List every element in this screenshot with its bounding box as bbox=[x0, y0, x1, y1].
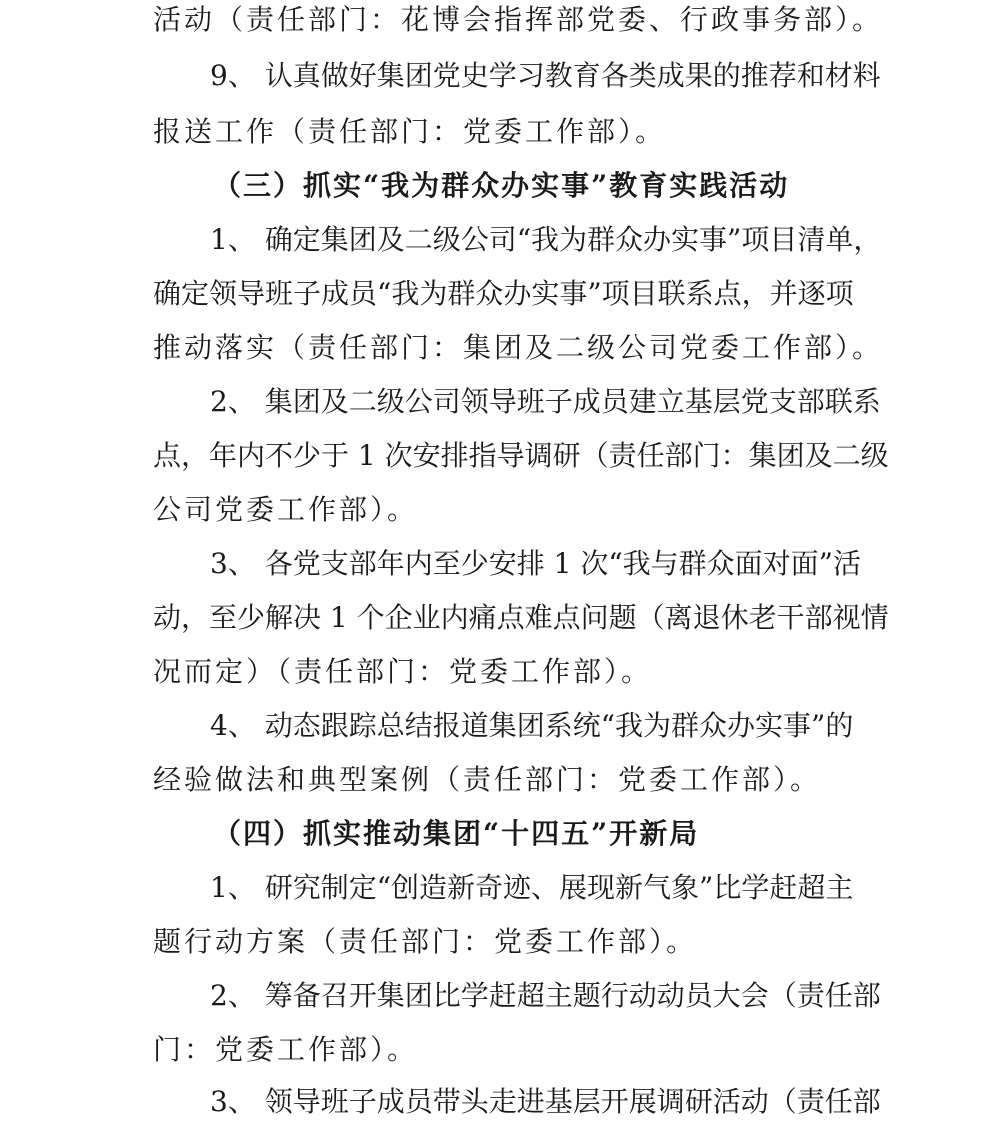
list-item-1: 1、 研究制定“创造新奇迹、展现新气象”比学赶超主 bbox=[210, 871, 854, 904]
text-line: 公司党委工作部）。 bbox=[153, 493, 419, 526]
list-item-1: 1、 确定集团及二级公司“我为群众办实事”项目清单， bbox=[210, 223, 882, 256]
text-line-continuation: 活动（责任部门：花博会指挥部党委、行政事务部）。 bbox=[153, 3, 884, 36]
list-item-3: 3、 各党支部年内至少安排 1 次“我与群众面对面”活 bbox=[210, 547, 861, 580]
section-heading-4: （四）抓实推动集团“十四五”开新局 bbox=[213, 817, 700, 850]
text-line: 动，至少解决 1 个企业内痛点难点问题（离退休老干部视情 bbox=[153, 601, 889, 634]
text-line: 推动落实（责任部门：集团及二级公司党委工作部）。 bbox=[153, 331, 884, 364]
text-line: 门：党委工作部）。 bbox=[153, 1033, 419, 1066]
section-heading-3: （三）抓实“我为群众办实事”教育实践活动 bbox=[213, 169, 790, 202]
text-line: 报送工作（责任部门：党委工作部）。 bbox=[153, 115, 667, 148]
text-line: 题行动方案（责任部门：党委工作部）。 bbox=[153, 925, 698, 958]
list-item-2: 2、 筹备召开集团比学赶超主题行动动员大会（责任部 bbox=[210, 979, 881, 1012]
text-line: 点，年内不少于 1 次安排指导调研（责任部门：集团及二级 bbox=[153, 439, 889, 472]
list-item-4: 4、 动态跟踪总结报道集团系统“我为群众办实事”的 bbox=[210, 709, 854, 742]
text-line: 确定领导班子成员“我为群众办实事”项目联系点，并逐项 bbox=[153, 277, 854, 310]
list-item-3: 3、 领导班子成员带头走进基层开展调研活动（责任部 bbox=[210, 1085, 881, 1118]
text-line: 况而定）（责任部门：党委工作部）。 bbox=[153, 655, 653, 688]
list-item-9: 9、 认真做好集团党史学习教育各类成果的推荐和材料 bbox=[210, 59, 881, 92]
list-item-2: 2、 集团及二级公司领导班子成员建立基层党支部联系 bbox=[210, 385, 881, 418]
text-line: 经验做法和典型案例（责任部门：党委工作部）。 bbox=[153, 763, 822, 796]
